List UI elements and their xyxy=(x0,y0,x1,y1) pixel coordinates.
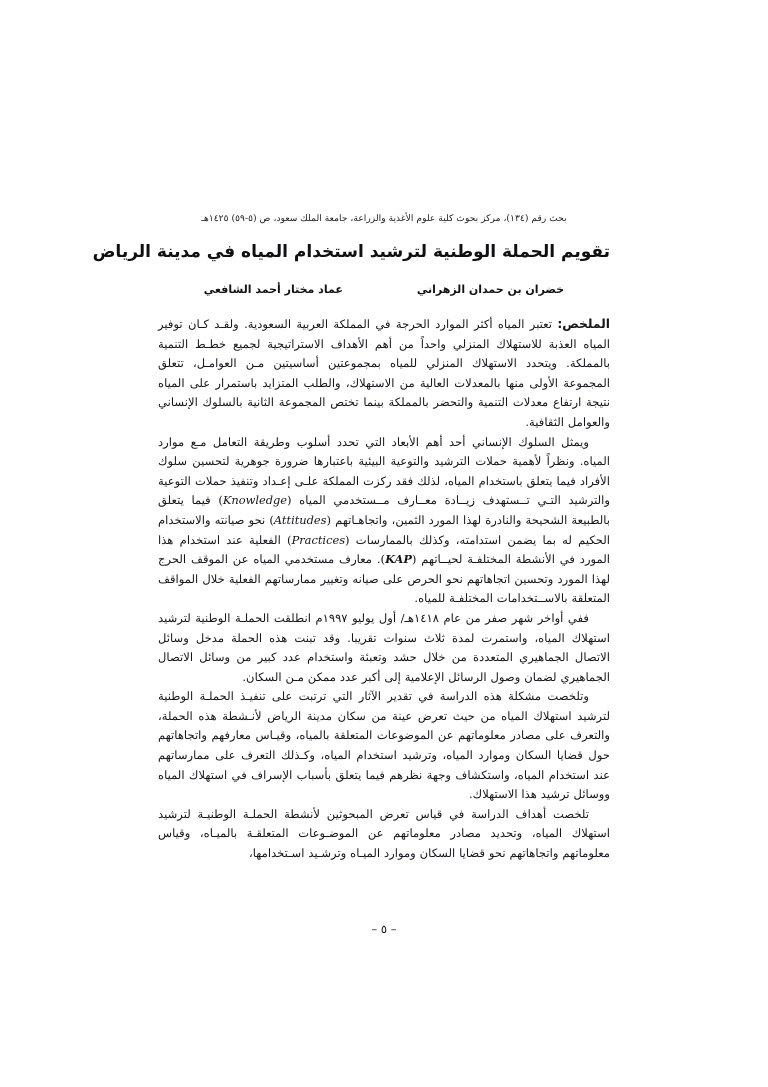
author-name-left: خضران بن حمدان الزهراني xyxy=(416,283,565,296)
abstract-paragraph xyxy=(158,315,610,433)
paragraph-study-problem: وتلخصت مشكلة هذه الدراسة في تقدير الآثار التي ترتبت على تنفيـذ الحملـة الوطنية لترشيد استهلاك المياه من حيث تعرض عينة من سكان مدينة الرياض لأنـشطة هذه الحملة، والتعرف على مصادر معلوماتهم عن الموضوعات المتعلقة بالمياه، وقيـاس معارفهم واتجاهاتهم حول قضايا السكان وموارد المياه، وترشيد استخدام المياه، وكـذلك التعرف على ممارساتهم عند استخدام المياه، واستكشاف وجهة نظرهم فيما يتعلق بأسباب الإسراف في استهلاك المياه ووسائل ترشيد هذا الاستهلاك. xyxy=(158,689,610,802)
page-content xyxy=(92,212,611,864)
page-title: تقويم الحملة الوطنية لترشيد استخدام المياه في مدينة الرياض xyxy=(92,242,610,262)
paragraph-segment-b: ) فيما يتعلق بالطبيعة الشحيحة والنادرة لهذا المورد الثمين، واتجاهـاتهم ( xyxy=(158,493,610,527)
paragraph-campaign-launch: ففي أواخر شهر صفر من عام ١٤١٨هـ/ أول يوليو ١٩٩٧م انطلقت الحملـة الوطنية لترشيد استهلاك المياه، واستمرت لمدة ثلاث سنوات تقريبا. وقد تبنت هذه الحملة مدخل وسائل الاتصال الجماهيري المتعددة من خلال حشد وتعبئة واستخدام عدد كبير من وسائل الاتصال الجماهيري لضمان وصول الرسائل الإعلامية إلى أكبر عدد ممكن مـن السكان. xyxy=(158,610,610,684)
abstract-paragraph-text: تعتبر المياه أكثر الموارد الحرجة في المملكة العربية السعودية. ولقـد كـان توفير المياه العذبة للاستهلاك المنزلي واحداً من أهم الأهداف الاستراتيجية لجميع خطـط التنمية بالمملكة. ويتحدد الاستهلاك المنزلي للمياه بمجموعتين أساسيتين مـن العوامـل، تتعلق المجموعة الأولى منها بالمعدلات العالية من الاستهلاك، والطلب المتزايد باستمرار على المياه نتيجة ارتفاع معدلات التنمية والتحضر بالمملكة بينما تختص المجموعة الثانية بالسلوك الإنساني والعوامل الثقافية. xyxy=(158,317,610,429)
paragraph-human-behaviour xyxy=(158,433,610,609)
abstract-body xyxy=(158,315,610,864)
paragraph-segment-c: ) نحو صيانته والاستخدام الحكيم له بما يضمن استدامته، وكذلك بالممارسات ( xyxy=(158,512,611,547)
paragraph-segment-d: ) الفعلية عند استخدام هذا المورد في الأنشطة المختلفـة لحيــاتهم ( xyxy=(158,532,611,567)
journal-running-header: بحث رقم (١٣٤)، مركز بحوث كلية علوم الأغذية والزراعة، جامعة الملك سعود، ص (٥-٥٩) ١٤٢٥هـ xyxy=(201,213,567,224)
page-number: – ٥ – xyxy=(371,922,397,936)
term-practices: Practices xyxy=(291,532,346,547)
author-list xyxy=(158,282,610,298)
term-knowledge: Knowledge xyxy=(222,493,288,508)
abstract-label: الملخص: xyxy=(557,317,610,331)
paragraph-segment-e: ). معارف مستخدمي المياه عن الموقف الحرج لهذا المورد وتحسين اتجاهاتهم نحو الحرص على صيانه وتغيير ممارساتهم الفعلية خلال المواقف المتعلقة بالاســتخدامات المختلفـة للمياه. xyxy=(158,552,610,606)
paragraph-segment-a: ويمثل السلوك الإنساني أحد أهم الأبعاد التي تحدد أسلوب وطريقة التعامل مـع موارد المياه. ونظراً لأهمية حملات الترشيد والتوعية البيئية باعتبارها ضرورة جوهرية لتحسين سلوك الأفراد فيما يتعلق باستخدام المياه، لذلك فقد ركزت المملكة علـى إعـداد وتنفيذ حملات التوعية والترشيد التـي تــستهدف زيــادة معــارف مــستخدمي المياه ( xyxy=(158,434,610,508)
term-attitudes: Attitudes xyxy=(273,512,327,527)
author-name-right: عماد مختار أحمد الشافعي xyxy=(203,283,343,296)
paragraph-study-objectives: تلخصت أهداف الدراسة في قياس تعرض المبحوثين لأنشطة الحملـة الوطنيـة لترشيد استهلاك المياه، وتحديد مصادر معلوماتهم عن الموضـوعات المتعلقـة بالميـاه، وقياس معلوماتهم واتجاهاتهم نحو قضايا السكان وموارد الميـاه وترشـيد اسـتخدامها، xyxy=(158,806,610,861)
term-kap: KAP xyxy=(385,552,412,567)
